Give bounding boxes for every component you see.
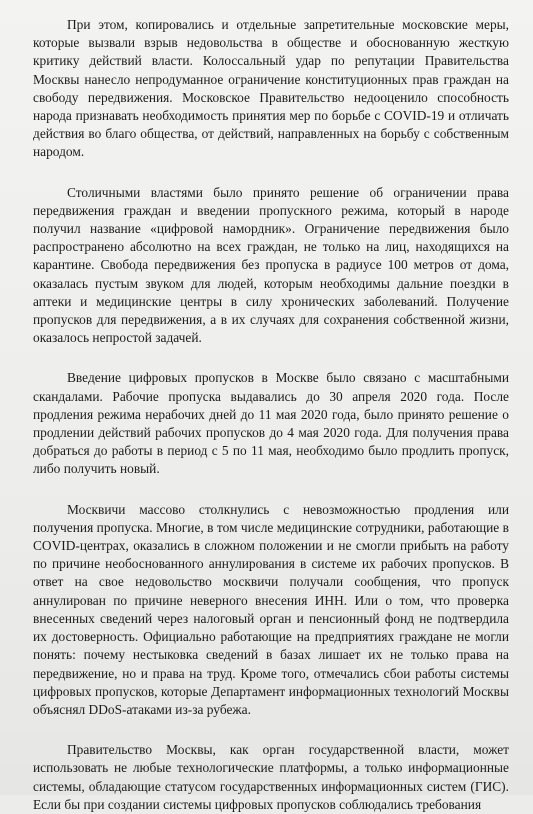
paragraph-pass-problems: Москвичи массово столкнулись с невозможностью продления или получения пропуска. Многие, в том числе медицинские сотрудники, работающие в COVID-центрах, оказались в сложном положении и не смогли прибыть на работу по причине необоснованного аннулирования в системе их рабочих пропусков. В ответ на свое недовольство москвичи получали сообщения, что пропуск аннулирован по причине неверного внесения ИНН. Или о том, что проверка внесенных сведений через налоговый орган и пенсионный фонд не подтвердила их достоверность. Официально работающие на предприятиях граждане не могли понять: почему нестыковка сведений в базах лишает их не только права на передвижение, но и права на труд. Кроме того, отмечались сбои работы системы цифровых пропусков, которые Департамент информационных технологий Москвы объяснял DDoS-атаками из-за рубежа. [33,501,509,717]
paragraph-digital-passes: Введение цифровых пропусков в Москве было связано с масштабными скандалами. Рабочие пропуска выдавались до 30 апреля 2020 года. После продления режима нерабочих дней до 11 мая 2020 года, было принято решение о продлении действий рабочих пропусков до 4 мая 2020 года. Для получения права добраться до работы в период с 5 по 11 мая, необходимо было продлить пропуск, либо получить новый. [33,370,509,477]
paragraph-gis-requirements: Правительство Москвы, как орган государственной власти, может использовать не любые технологические платформы, а только информационные системы, обладающие статусом государственных информационных систем (ГИС). Если бы при создании системы цифровых пропусков соблюдались требования [33,742,509,812]
paragraph-moscow-restrictions: При этом, копировались и отдельные запретительные московские меры, которые вызвали взрыв недовольства в обществе и обоснованную жесткую критику действий власти. Колоссальный удар по репутации Правительства Москвы нанесло непродуманное ограничение конституционных прав граждан на свободу передвижения. Московское Правительство недооценило способность народа признавать необходимость принятия мер по борьбе с COVID-19 и отличать действия во благо общества, от действий, направленных на борьбу с собственным народом. [33,17,509,160]
paragraph-movement-limits: Столичными властями было принято решение об ограничении права передвижения граждан и введении пропускного режима, который в народе получил название «цифровой намордник». Ограничение передвижения было распространено абсолютно на всех граждан, не только на лиц, находящихся на карантине. Свобода передвижения без пропуска в радиусе 100 метров от дома, оказалась пустым звуком для людей, которым необходимы дальние поездки в аптеки и медицинские центры в силу хронических заболеваний. Получение пропусков для передвижения, а в их случаях для сохранения собственной жизни, оказалось непростой задачей. [33,184,509,346]
